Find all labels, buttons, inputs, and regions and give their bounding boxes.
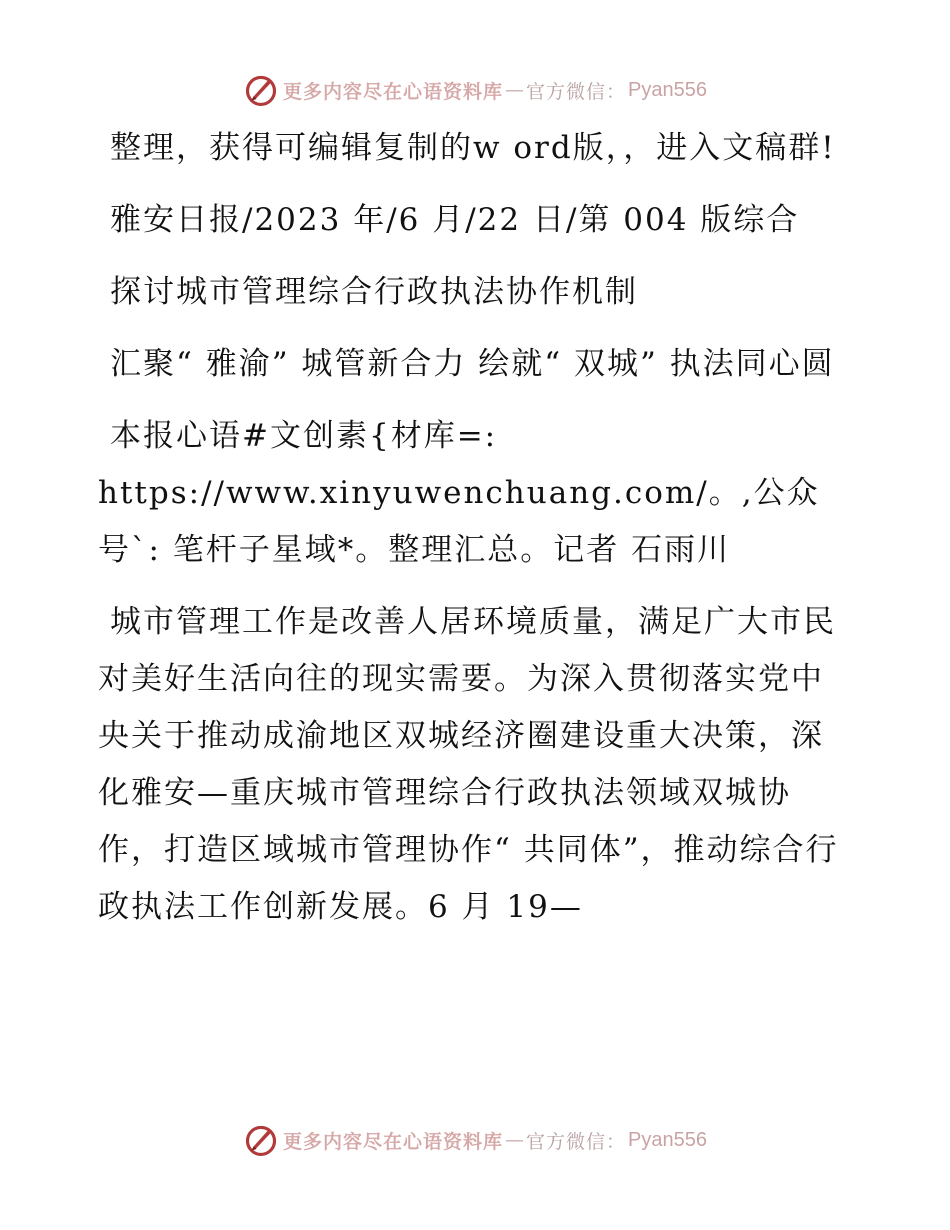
headline: 汇聚“ 雅渝” 城管新合力 绘就“ 双城” 执法同心圆 bbox=[110, 346, 835, 382]
byline: 本报心语#文创素{材库=: https://www.xinyuwenchuang.com/。,公众号`: 笔杆子星域*。整理汇总。记者 石雨川 bbox=[98, 418, 820, 568]
banner-separator: — bbox=[505, 79, 525, 101]
intro-paragraph: 整理，获得可编辑复制的w ord版，，进入文稿群! bbox=[110, 130, 836, 166]
quill-logo-icon bbox=[243, 1122, 279, 1158]
dateline: 雅安日报/2023 年/6 月/22 日/第 004 版综合 bbox=[110, 202, 800, 238]
wechat-label: 官方微信： bbox=[526, 80, 627, 103]
banner-separator: — bbox=[505, 1129, 525, 1151]
header-banner bbox=[0, 70, 950, 110]
quill-logo-icon bbox=[243, 72, 279, 108]
wechat-id: Pyan556 bbox=[628, 78, 707, 101]
footer-banner bbox=[0, 1120, 950, 1160]
wechat-id: Pyan556 bbox=[628, 1128, 707, 1151]
wechat-label: 官方微信： bbox=[526, 1130, 627, 1153]
banner-text: 更多内容尽在心语资料库 bbox=[283, 1130, 504, 1153]
article-body bbox=[98, 120, 848, 951]
banner-text: 更多内容尽在心语资料库 bbox=[283, 80, 504, 103]
subtitle: 探讨城市管理综合行政执法协作机制 bbox=[110, 274, 638, 310]
body-paragraph: 城市管理工作是改善人居环境质量，满足广大市民对美好生活向往的现实需要。为深入贯彻落实党中央关于推动成渝地区双城经济圈建设重大决策，深化雅安—重庆城市管理综合行政执法领域双城协作，打造区域城市管理协作“ 共同体”，推动综合行政执法工作创新发展。6 月 19— bbox=[98, 604, 839, 925]
